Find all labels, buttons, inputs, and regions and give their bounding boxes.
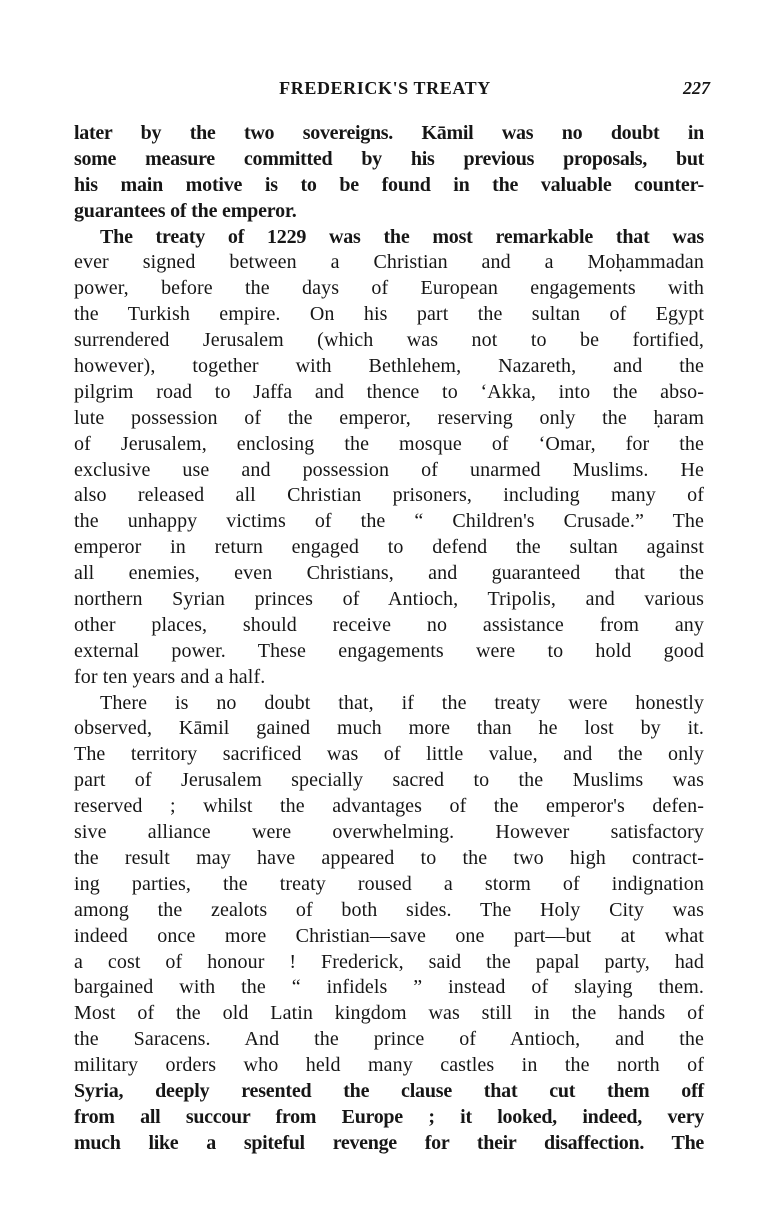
text-line: ing parties, the treaty roused a storm of indignation	[74, 872, 704, 895]
text-line: Syria, deeply resented the clause that cut them off	[74, 1079, 704, 1102]
text-line: later by the two sovereigns. Kāmil was no doubt in	[74, 122, 704, 144]
paragraph-start: There is no doubt that, if the treaty were honestly	[100, 691, 704, 714]
text-line: a cost of honour ! Frederick, said the papal party, had	[74, 950, 704, 973]
text-line: power, before the days of European engagements with	[74, 277, 704, 300]
running-head	[60, 78, 710, 104]
text-line: pilgrim road to Jaffa and thence to ‘Akka, into the abso-	[74, 380, 704, 403]
text-line: much like a spiteful revenge for their disaffection. The	[74, 1131, 704, 1154]
text-line: surrendered Jerusalem (which was not to be fortified,	[74, 329, 704, 352]
text-line: external power. These engagements were to hold good	[74, 639, 704, 662]
text-line: indeed once more Christian—save one part—but at what	[74, 924, 704, 947]
text-line: observed, Kāmil gained much more than he lost by it.	[74, 717, 704, 740]
text-line: sive alliance were overwhelming. However satisfactory	[74, 821, 704, 844]
text-line: his main motive is to be found in the valuable counter-	[74, 173, 704, 196]
text-line: reserved ; whilst the advantages of the emperor's defen-	[74, 795, 704, 818]
text-line: the result may have appeared to the two high contract-	[74, 846, 704, 869]
text-line: military orders who held many castles in the north of	[74, 1054, 704, 1077]
text-line: other places, should receive no assistance from any	[74, 613, 704, 636]
text-line: the Saracens. And the prince of Antioch, and the	[74, 1028, 704, 1051]
text-line: bargained with the “ infidels ” instead of slaying them.	[74, 976, 704, 999]
text-line: emperor in return engaged to defend the sultan against	[74, 536, 704, 559]
text-line: from all succour from Europe ; it looked, indeed, very	[74, 1105, 704, 1128]
text-line: The territory sacrificed was of little value, and the only	[74, 743, 704, 766]
text-line: ever signed between a Christian and a Moḥammadan	[74, 251, 704, 274]
text-line: also released all Christian prisoners, including many of	[74, 484, 704, 507]
text-line: the unhappy victims of the “ Children's Crusade.” The	[74, 510, 704, 533]
page-number: 227	[683, 78, 710, 98]
text-line: the Turkish empire. On his part the sultan of Egypt	[74, 303, 704, 326]
text-line: lute possession of the emperor, reserving only the ḥaram	[74, 406, 704, 429]
text-line: for ten years and a half.	[74, 665, 266, 688]
text-line: all enemies, even Christians, and guaranteed that the	[74, 562, 704, 585]
text-line: exclusive use and possession of unarmed Muslims. He	[74, 458, 704, 481]
text-line: some measure committed by his previous proposals, but	[74, 147, 704, 170]
paragraph-start: The treaty of 1229 was the most remarkable that was	[100, 225, 704, 248]
text-line: part of Jerusalem specially sacred to the Muslims was	[74, 769, 704, 792]
running-title: FREDERICK'S TREATY	[279, 78, 491, 98]
text-line: of Jerusalem, enclosing the mosque of ‘Omar, for the	[74, 432, 704, 455]
text-line: however), together with Bethlehem, Nazareth, and the	[74, 355, 704, 378]
text-line: among the zealots of both sides. The Holy City was	[74, 898, 704, 921]
body-text	[74, 121, 704, 1157]
text-line: northern Syrian princes of Antioch, Tripolis, and various	[74, 588, 704, 611]
text-line: guarantees of the emperor.	[74, 199, 297, 222]
text-line: Most of the old Latin kingdom was still in the hands of	[74, 1002, 704, 1025]
